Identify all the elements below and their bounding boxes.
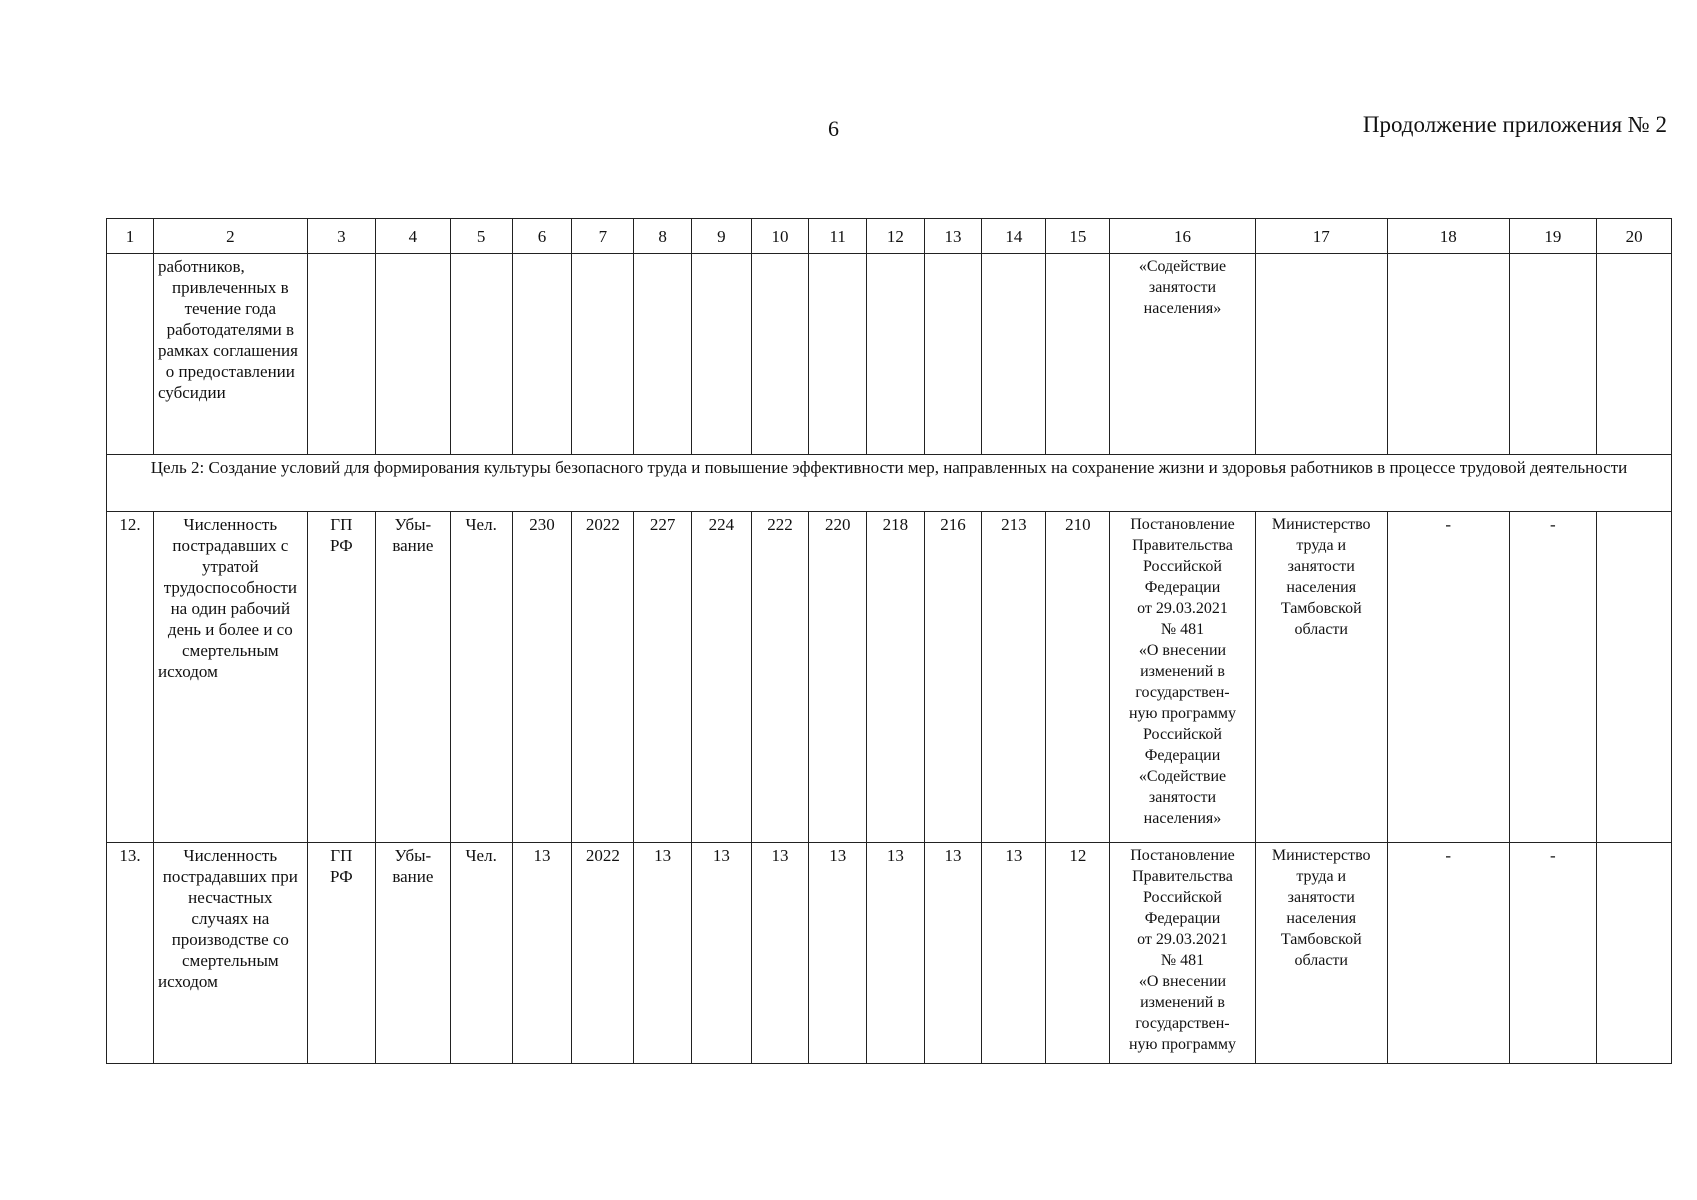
- row-number-cell: [107, 254, 154, 455]
- basis-cell: Постановление Правительства Российской Федерации от 29.03.2021 № 481 «О внесении изменений в государствен- ную программу Российской Федерации «Содействие занятости населения»: [1110, 512, 1255, 843]
- goal-row: [107, 455, 1672, 512]
- basis-cell: [1110, 254, 1255, 455]
- row-number: 12.: [107, 512, 154, 843]
- column-20-cell: [1597, 843, 1672, 1064]
- column-header: 3: [307, 219, 375, 254]
- column-18-cell: -: [1387, 512, 1509, 843]
- column-header: 13: [924, 219, 982, 254]
- value-cell: 213: [982, 512, 1046, 843]
- value-cell: 224: [691, 512, 751, 843]
- indicators-table: [106, 218, 1672, 1064]
- column-header: 8: [634, 219, 692, 254]
- base-year-cell: 2022: [572, 512, 634, 843]
- direction-cell: Убы- вание: [376, 512, 451, 843]
- base-value-cell: 13: [512, 843, 572, 1064]
- value-cell: 13: [691, 843, 751, 1064]
- indicator-name: Численность пострадавших при несчастных случаях на производстве со смертельным исходом: [153, 843, 307, 1064]
- value-cell: 12: [1046, 843, 1110, 1064]
- column-header: 20: [1597, 219, 1672, 254]
- value-cell: 222: [751, 512, 809, 843]
- value-cell: 216: [924, 512, 982, 843]
- basis-cell: Постановление Правительства Российской Федерации от 29.03.2021 № 481 «О внесении изменений в государствен- ную программу: [1110, 843, 1255, 1064]
- table-row: [107, 843, 1672, 1064]
- value-cell: 13: [982, 843, 1046, 1064]
- column-header: 6: [512, 219, 572, 254]
- value-cell: 13: [867, 843, 925, 1064]
- base-year-cell: 2022: [572, 843, 634, 1064]
- column-header: 16: [1110, 219, 1255, 254]
- column-header: 7: [572, 219, 634, 254]
- goal-text: Цель 2: Создание условий для формирования культуры безопасного труда и повышение эффективности мер, направленных на сохранение жизни и здоровья работников в процессе трудовой деятельности: [107, 455, 1672, 512]
- indicator-name-cell: [153, 254, 307, 455]
- column-header: 15: [1046, 219, 1110, 254]
- level-cell: ГП РФ: [307, 843, 375, 1064]
- value-cell: 13: [924, 843, 982, 1064]
- responsible-cell: Министерство труда и занятости населения Тамбовской области: [1255, 843, 1387, 1064]
- level-cell: ГП РФ: [307, 512, 375, 843]
- column-header: 17: [1255, 219, 1387, 254]
- value-cell: 227: [634, 512, 692, 843]
- column-header: 12: [867, 219, 925, 254]
- table-row-continuation: [107, 254, 1672, 455]
- unit-cell: Чел.: [450, 843, 512, 1064]
- basis-text: «Содействие занятости населения»: [1138, 258, 1227, 317]
- direction-cell: Убы- вание: [376, 843, 451, 1064]
- base-value-cell: 230: [512, 512, 572, 843]
- column-header: 5: [450, 219, 512, 254]
- column-19-cell: -: [1509, 843, 1597, 1064]
- appendix-note: Продолжение приложения № 2: [1362, 112, 1667, 137]
- value-cell: 13: [809, 843, 867, 1064]
- column-header: 14: [982, 219, 1046, 254]
- column-header: 2: [153, 219, 307, 254]
- page-number: 6: [828, 116, 839, 141]
- value-cell: 13: [634, 843, 692, 1064]
- value-cell: 218: [867, 512, 925, 843]
- column-header: 9: [691, 219, 751, 254]
- column-18-cell: -: [1387, 843, 1509, 1064]
- unit-cell: Чел.: [450, 512, 512, 843]
- responsible-cell: Министерство труда и занятости населения Тамбовской области: [1255, 512, 1387, 843]
- indicator-name: работников, привлеченных в течение года работодателями в рамках соглашения о предоставлении субсидии: [157, 257, 298, 402]
- column-header: 10: [751, 219, 809, 254]
- indicator-name: Численность пострадавших с утратой трудоспособности на один рабочий день и более и со смертельным исходом: [153, 512, 307, 843]
- value-cell: 210: [1046, 512, 1110, 843]
- row-number: 13.: [107, 843, 154, 1064]
- column-20-cell: [1597, 512, 1672, 843]
- value-cell: 220: [809, 512, 867, 843]
- column-header: 11: [809, 219, 867, 254]
- header-row: [107, 219, 1672, 254]
- column-header: 1: [107, 219, 154, 254]
- value-cell: 13: [751, 843, 809, 1064]
- table-row: [107, 512, 1672, 843]
- column-header: 19: [1509, 219, 1597, 254]
- column-19-cell: -: [1509, 512, 1597, 843]
- column-header: 4: [376, 219, 451, 254]
- column-header: 18: [1387, 219, 1509, 254]
